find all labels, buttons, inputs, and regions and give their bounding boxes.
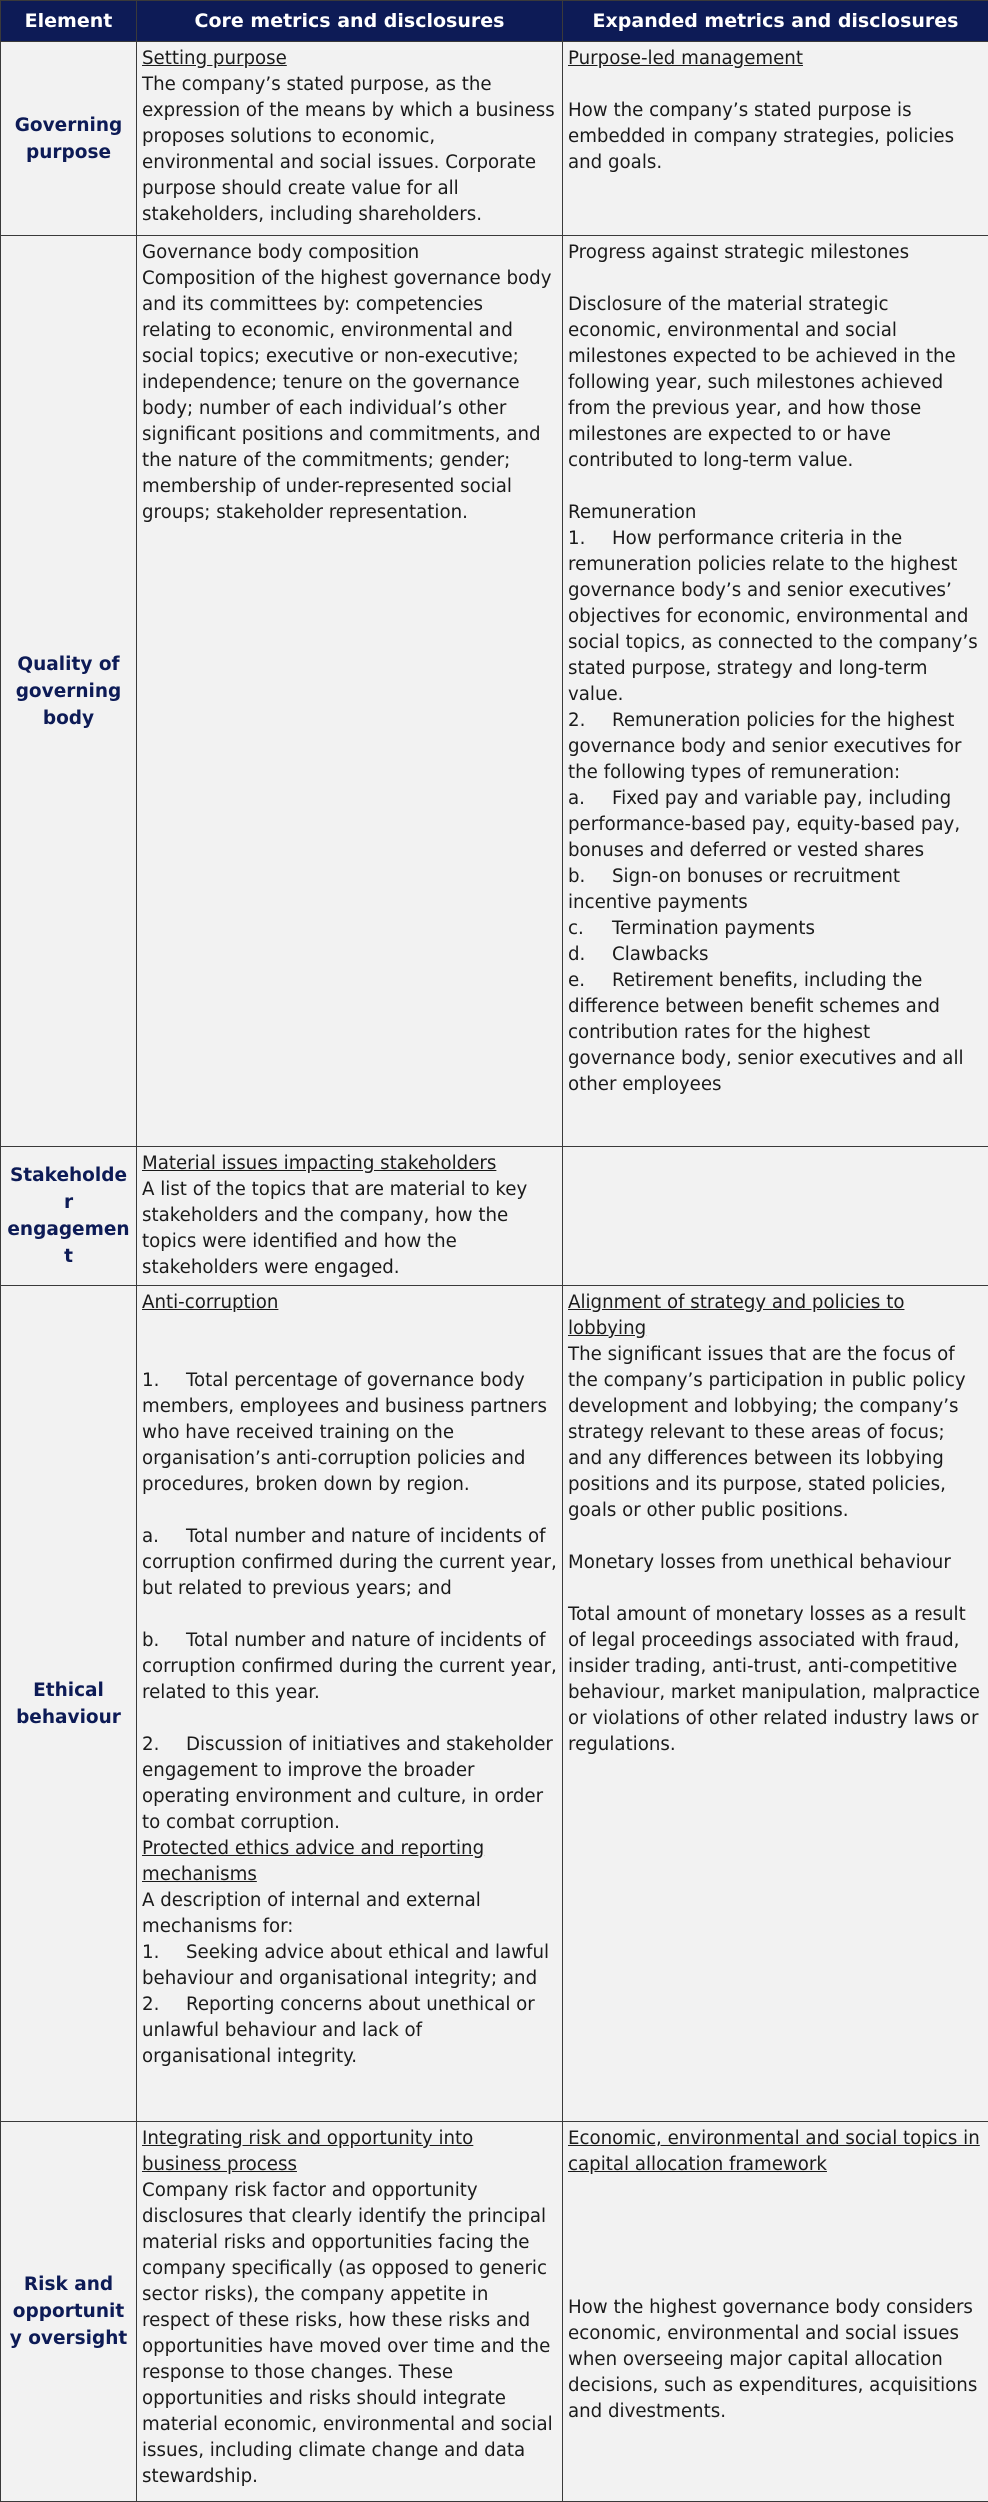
expanded-text-capital-allocation: How the highest governance body considers economic, environmental and social issues when overseeing major capital allocation decisions, such as expenditures, acquisitions and divestments. xyxy=(568,2295,983,2425)
anti-corruption-item-2 xyxy=(142,1732,557,1836)
ethics-mechanism-item-2-text: Reporting concerns about unethical or unlawful behaviour and lack of organisational integrity. xyxy=(142,1994,535,2067)
anti-corruption-item-b-text: Total number and nature of incidents of corruption confirmed during the current year, related to this year. xyxy=(142,1630,557,1703)
anti-corruption-item-a xyxy=(142,1524,557,1602)
expanded-governing-purpose xyxy=(563,42,988,236)
remuneration-item-e-num: e. xyxy=(568,968,612,994)
remuneration-item-e-text: Retirement benefits, including the difference between benefit schemes and contribution rates for the highest governance body, senior executives and all other employees xyxy=(568,970,964,1095)
expanded-title-purpose-led-management: Purpose-led management xyxy=(568,46,983,72)
expanded-title-lobbying: Alignment of strategy and policies to lobbying xyxy=(568,1290,983,1342)
element-stakeholder-engagement: Stakeholder engagement xyxy=(1,1147,137,1286)
remuneration-item-c xyxy=(568,916,983,942)
core-title-anti-corruption: Anti-corruption xyxy=(142,1290,557,1316)
anti-corruption-item-b-num: b. xyxy=(142,1628,186,1654)
remuneration-item-a-num: a. xyxy=(568,786,612,812)
core-text-governance-body-composition: Composition of the highest governance body and its committees by: competencies relating to economic, environmental and social topics; executive or non-executive; independence; tenure on the governance body; number of each individual’s other significant positions and commitments, and the nature of the commitments; gender; membership of under-represented social groups; stakeholder representation. xyxy=(142,266,557,526)
anti-corruption-item-b xyxy=(142,1628,557,1706)
anti-corruption-item-1-num: 1. xyxy=(142,1368,186,1394)
remuneration-item-1 xyxy=(568,526,983,708)
anti-corruption-item-2-text: Discussion of initiatives and stakeholder engagement to improve the broader operating environment and culture, in order to combat corruption. xyxy=(142,1734,553,1833)
remuneration-item-2-num: 2. xyxy=(568,708,612,734)
header-row xyxy=(1,1,988,42)
element-quality-of-governing-body: Quality of governing body xyxy=(1,236,137,1147)
expanded-risk-and-opportunity-oversight xyxy=(563,2122,988,2502)
expanded-text-strategic-milestones: Disclosure of the material strategic economic, environmental and social milestones expected to be achieved in the following year, such milestones achieved from the previous year, and how those milestones are expected to or have contributed to long-term value. xyxy=(568,292,983,474)
core-title-ethics-advice: Protected ethics advice and reporting mechanisms xyxy=(142,1836,557,1888)
core-ethical-behaviour xyxy=(137,1286,563,2122)
remuneration-item-a xyxy=(568,786,983,864)
remuneration-item-d xyxy=(568,942,983,968)
expanded-title-monetary-losses: Monetary losses from unethical behaviour xyxy=(568,1550,983,1576)
row-quality-of-governing-body xyxy=(1,236,988,1147)
expanded-text-lobbying: The significant issues that are the focus of the company’s participation in public policy development and lobbying; the company’s strategy relevant to these areas of focus; and any differences between its lobbying positions and its purpose, stated policies, goals or other public positions. xyxy=(568,1342,983,1524)
remuneration-item-b-num: b. xyxy=(568,864,612,890)
row-governing-purpose xyxy=(1,42,988,236)
ethics-mechanism-item-1 xyxy=(142,1940,557,1992)
ethics-mechanism-item-1-text: Seeking advice about ethical and lawful behaviour and organisational integrity; and xyxy=(142,1942,549,1989)
remuneration-item-2 xyxy=(568,708,983,786)
expanded-text-purpose-led-management: How the company’s stated purpose is embedded in company strategies, policies and goals. xyxy=(568,98,983,176)
expanded-stakeholder-engagement xyxy=(563,1147,988,1286)
row-ethical-behaviour xyxy=(1,1286,988,2122)
core-text-setting-purpose: The company’s stated purpose, as the expression of the means by which a business proposes solutions to economic, environmental and social issues. Corporate purpose should create value for all stakeholders, including shareholders. xyxy=(142,72,557,228)
remuneration-item-a-text: Fixed pay and variable pay, including performance-based pay, equity-based pay, bonuses and deferred or vested shares xyxy=(568,788,960,861)
expanded-text-monetary-losses: Total amount of monetary losses as a result of legal proceedings associated with fraud, insider trading, anti-trust, anti-competitive behaviour, market manipulation, malpractice or violations of other related industry laws or regulations. xyxy=(568,1602,983,1758)
expanded-title-strategic-milestones: Progress against strategic milestones xyxy=(568,240,983,266)
core-title-material-issues: Material issues impacting stakeholders xyxy=(142,1151,557,1177)
core-title-governance-body-composition: Governance body composition xyxy=(142,240,557,266)
core-text-material-issues: A list of the topics that are material to key stakeholders and the company, how the topics were identified and how the stakeholders were engaged. xyxy=(142,1177,557,1281)
element-risk-and-opportunity-oversight: Risk and opportunity oversight xyxy=(1,2122,137,2502)
remuneration-item-2-text: Remuneration policies for the highest governance body and senior executives for the following types of remuneration: xyxy=(568,710,962,783)
anti-corruption-item-1-text: Total percentage of governance body members, employees and business partners who have received training on the organisation’s anti-corruption policies and procedures, broken down by region. xyxy=(142,1370,547,1495)
expanded-ethical-behaviour xyxy=(563,1286,988,2122)
remuneration-item-1-text: How performance criteria in the remuneration policies relate to the highest governance body’s and senior executives’ objectives for economic, environmental and social topics, as connected to the company’s stated purpose, strategy and long-term value. xyxy=(568,528,978,705)
expanded-title-capital-allocation: Economic, environmental and social topics in capital allocation framework xyxy=(568,2126,983,2178)
anti-corruption-item-1 xyxy=(142,1368,557,1498)
element-ethical-behaviour: Ethical behaviour xyxy=(1,1286,137,2122)
header-expanded-metrics: Expanded metrics and disclosures xyxy=(563,1,988,42)
element-governing-purpose: Governing purpose xyxy=(1,42,137,236)
row-stakeholder-engagement xyxy=(1,1147,988,1286)
ethics-mechanism-item-2-num: 2. xyxy=(142,1992,186,2018)
core-governing-purpose xyxy=(137,42,563,236)
core-title-setting-purpose: Setting purpose xyxy=(142,46,557,72)
core-title-integrating-risk: Integrating risk and opportunity into business process xyxy=(142,2126,557,2178)
anti-corruption-item-a-text: Total number and nature of incidents of corruption confirmed during the current year, but related to previous years; and xyxy=(142,1526,557,1599)
anti-corruption-item-2-num: 2. xyxy=(142,1732,186,1758)
remuneration-item-d-text: Clawbacks xyxy=(612,944,708,965)
header-core-metrics: Core metrics and disclosures xyxy=(137,1,563,42)
expanded-quality-of-governing-body xyxy=(563,236,988,1147)
core-risk-and-opportunity-oversight xyxy=(137,2122,563,2502)
remuneration-item-c-text: Termination payments xyxy=(612,918,815,939)
core-text-integrating-risk: Company risk factor and opportunity disclosures that clearly identify the principal material risks and opportunities facing the company specifically (as opposed to generic sector risks), the company appetite in respect of these risks, how these risks and opportunities have moved over time and the response to those changes. These opportunities and risks should integrate material economic, environmental and social issues, including climate change and data stewardship. xyxy=(142,2178,557,2490)
remuneration-item-c-num: c. xyxy=(568,916,612,942)
anti-corruption-item-a-num: a. xyxy=(142,1524,186,1550)
remuneration-item-1-num: 1. xyxy=(568,526,612,552)
row-risk-and-opportunity-oversight xyxy=(1,2122,988,2502)
core-stakeholder-engagement xyxy=(137,1147,563,1286)
ethics-mechanism-item-2 xyxy=(142,1992,557,2070)
remuneration-item-b xyxy=(568,864,983,916)
core-quality-of-governing-body xyxy=(137,236,563,1147)
expanded-title-remuneration: Remuneration xyxy=(568,500,983,526)
remuneration-item-e xyxy=(568,968,983,1098)
core-text-ethics-advice: A description of internal and external mechanisms for: xyxy=(142,1888,557,1940)
remuneration-item-d-num: d. xyxy=(568,942,612,968)
header-element: Element xyxy=(1,1,137,42)
ethics-mechanism-item-1-num: 1. xyxy=(142,1940,186,1966)
remuneration-item-b-text: Sign-on bonuses or recruitment incentive payments xyxy=(568,866,900,913)
